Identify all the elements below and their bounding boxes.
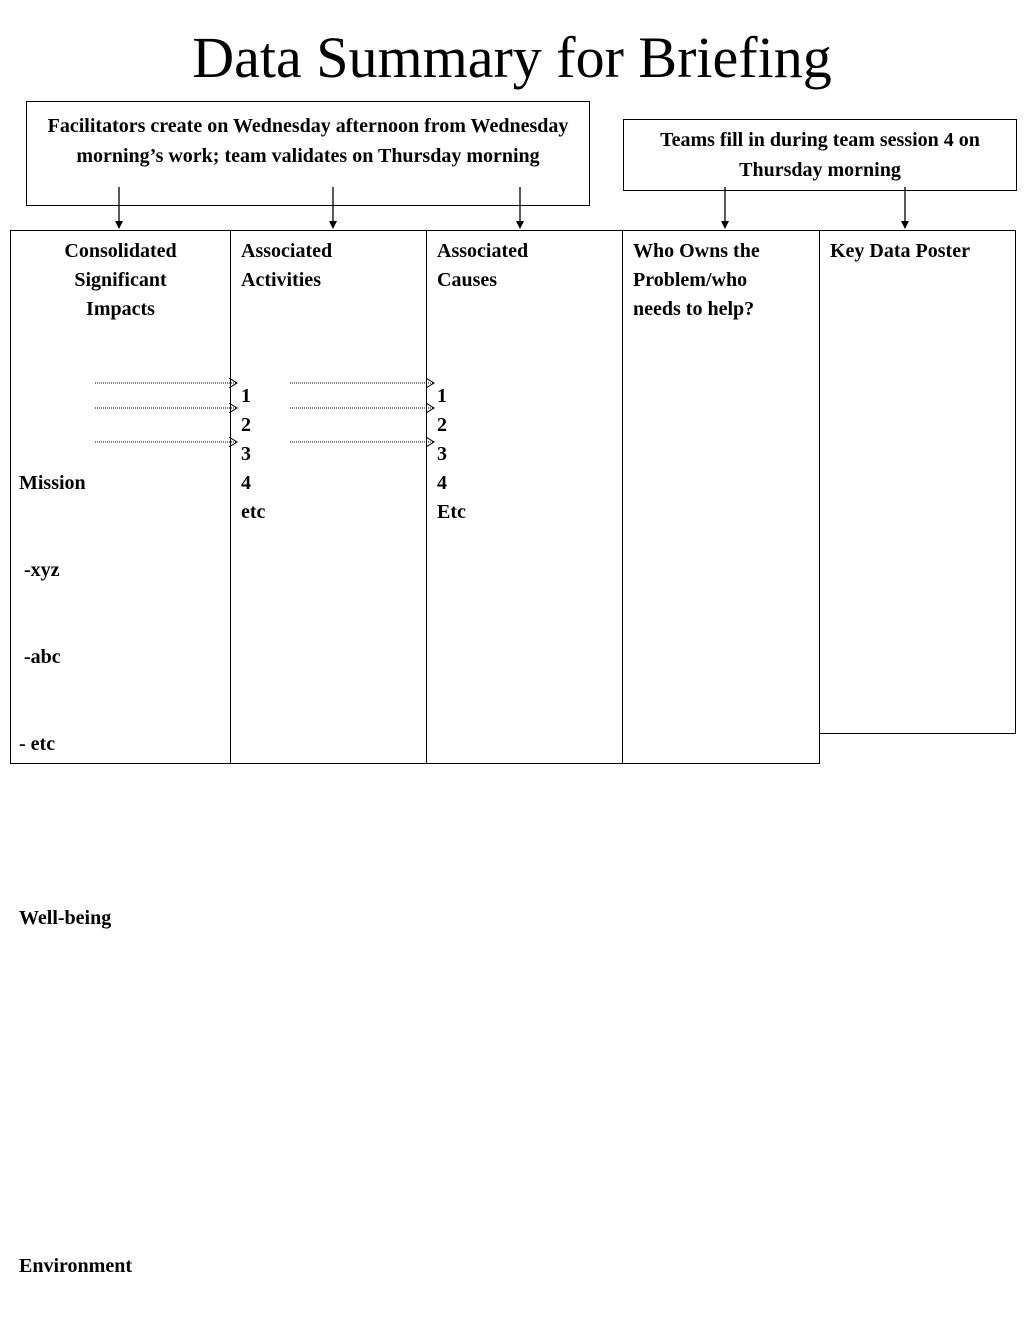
column-header-line: needs to help?: [633, 298, 755, 320]
column-header-line: Associated: [437, 240, 529, 262]
column-header-line: Key Data Poster: [830, 240, 970, 262]
column-header-line: Problem/who: [633, 269, 748, 291]
column-header-line: Associated: [241, 240, 333, 262]
list-item: 3: [437, 443, 447, 465]
list-item: 4: [437, 472, 447, 494]
column-header-line: Who Owns the: [633, 240, 760, 262]
list-item: 4: [241, 472, 251, 494]
column-header-line: Activities: [241, 269, 321, 291]
list-item: Environment: [19, 1255, 132, 1277]
slide-title: Data Summary for Briefing: [192, 25, 832, 90]
teams-note-text: Teams fill in during team session 4 on Thursday morning: [660, 129, 980, 181]
list-item: Etc: [437, 501, 466, 523]
list-item: 2: [241, 414, 251, 436]
list-item: etc: [241, 501, 266, 523]
list-item: [19, 991, 220, 1020]
list-item: Well-being: [19, 907, 112, 929]
facilitators-note-text: Facilitators create on Wednesday afternoon from Wednesday morning’s work; team validates on Thursday morning: [47, 115, 569, 167]
list-item: -xyz: [19, 559, 60, 581]
column-header-line: Impacts: [86, 298, 155, 320]
column-header-line: Significant: [74, 269, 167, 291]
list-item: [19, 1078, 220, 1107]
list-item: 2: [437, 414, 447, 436]
column-header-line: Causes: [437, 269, 498, 291]
list-item: 3: [241, 443, 251, 465]
list-item: 1: [437, 385, 447, 407]
list-item: [19, 817, 220, 846]
list-item: - etc: [19, 733, 56, 755]
list-item: [19, 1165, 220, 1194]
list-item: 1: [241, 385, 251, 407]
column-header-line: Consolidated: [64, 240, 177, 262]
list-item: Mission: [19, 472, 86, 494]
list-item: -abc: [19, 646, 61, 668]
